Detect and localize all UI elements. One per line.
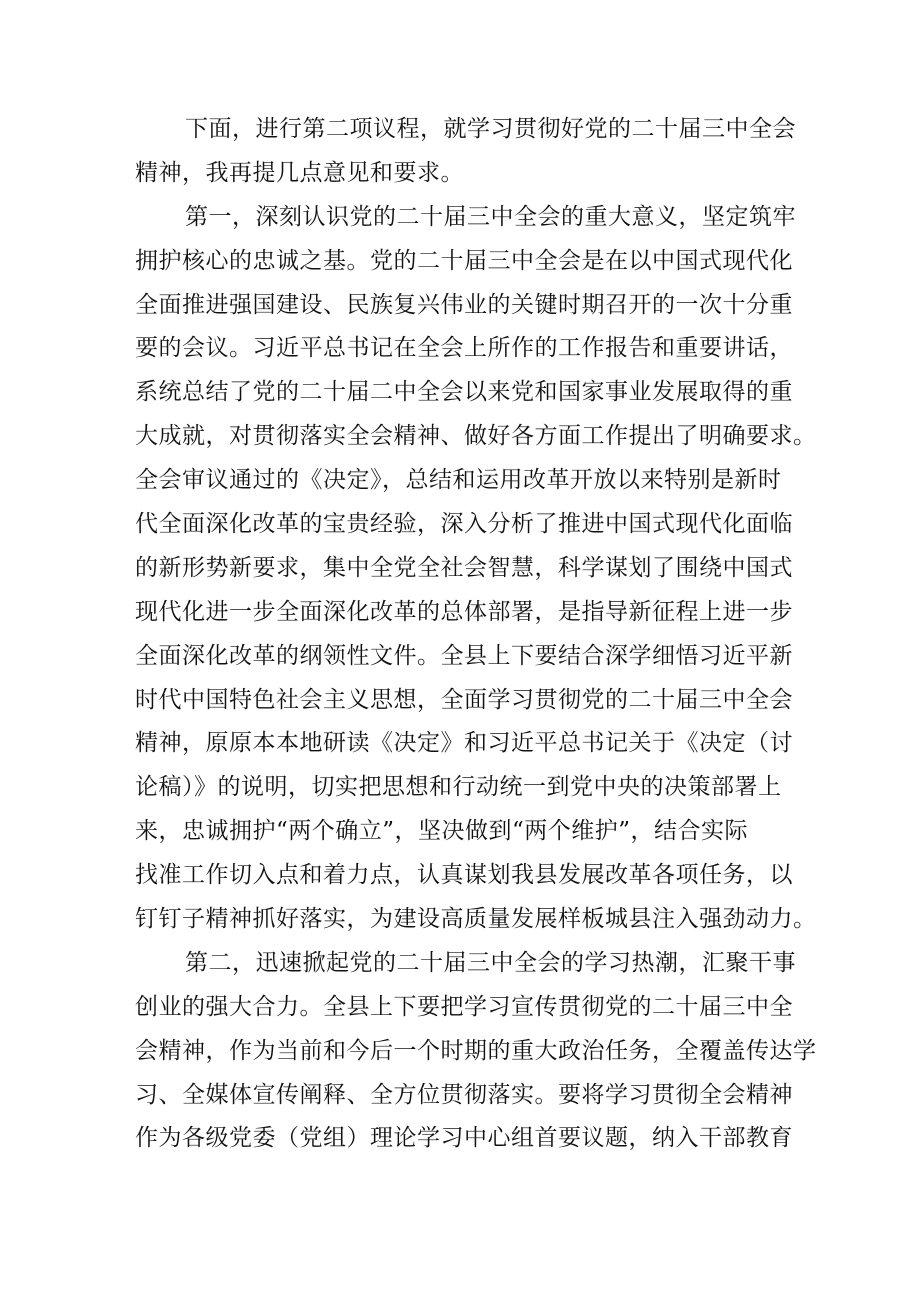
paragraph-line: 精神，原原本本地研读《决定》和习近平总书记关于《决定（讨 bbox=[135, 730, 793, 757]
paragraph-agenda bbox=[135, 108, 796, 196]
paragraph-line: 全面推进强国建设、民族复兴伟业的关键时期召开的一次十分重 bbox=[135, 291, 793, 318]
paragraph-line: 系统总结了党的二十届二中全会以来党和国家事业发展取得的重 bbox=[135, 379, 793, 406]
paragraph-line: 下面，进行第二项议程，就学习贯彻好党的二十届三中全会 bbox=[185, 116, 796, 142]
paragraph-line: 时代中国特色社会主义思想，全面学习贯彻党的二十届三中全会 bbox=[135, 686, 793, 713]
paragraph-line: 代全面深化改革的宝贵经验，深入分析了推进中国式现代化面临 bbox=[135, 511, 793, 538]
paragraph-line: 钉钉子精神抓好落实，为建设高质量发展样板城县注入强劲动力。 bbox=[135, 906, 817, 933]
paragraph-line: 第一，深刻认识党的二十届三中全会的重大意义，坚定筑牢 bbox=[185, 203, 796, 230]
paragraph-line: 现代化进一步全面深化改革的总体部署，是指导新征程上进一步 bbox=[135, 598, 793, 625]
paragraph-line: 要的会议。习近平总书记在全会上所作的工作报告和重要讲话， bbox=[135, 335, 793, 362]
paragraph-line: 论稿）》的说明，切实把思想和行动统一到党中央的决策部署上 bbox=[135, 774, 782, 801]
paragraph-second-point bbox=[135, 942, 817, 1161]
paragraph-line: 的新形势新要求，集中全党全社会智慧，科学谋划了围绕中国式 bbox=[135, 554, 793, 581]
paragraph-line: 第二，迅速掀起党的二十届三中全会的学习热潮，汇聚干事 bbox=[185, 949, 796, 976]
paragraph-line: 习、全媒体宣传阐释、全方位贯彻落实。要将学习贯彻全会精神 bbox=[135, 1081, 793, 1108]
paragraph-line: 全面深化改革的纲领性文件。全县上下要结合深学细悟习近平新 bbox=[135, 642, 793, 669]
paragraph-first-point bbox=[135, 196, 817, 942]
paragraph-line: 作为各级党委（党组）理论学习中心组首要议题，纳入干部教育 bbox=[135, 1125, 793, 1152]
paragraph-line: 拥护核心的忠诚之基。党的二十届三中全会是在以中国式现代化 bbox=[135, 247, 793, 274]
paragraph-line: 创业的强大合力。全县上下要把学习宣传贯彻党的二十届三中全 bbox=[135, 993, 793, 1020]
document-body bbox=[135, 108, 817, 1161]
paragraph-line: 找准工作切入点和着力点，认真谋划我县发展改革各项任务，以 bbox=[135, 862, 793, 889]
paragraph-line: 来，忠诚拥护“两个确立”，坚决做到“两个维护”，结合实际 bbox=[135, 818, 749, 845]
paragraph-line: 精神，我再提几点意见和要求。 bbox=[135, 159, 464, 186]
paragraph-line: 大成就，对贯彻落实全会精神、做好各方面工作提出了明确要求。 bbox=[135, 423, 817, 450]
paragraph-line: 全会审议通过的《决定》，总结和运用改革开放以来特别是新时 bbox=[135, 467, 782, 494]
paragraph-line: 会精神，作为当前和今后一个时期的重大政治任务，全覆盖传达学 bbox=[135, 1037, 817, 1064]
